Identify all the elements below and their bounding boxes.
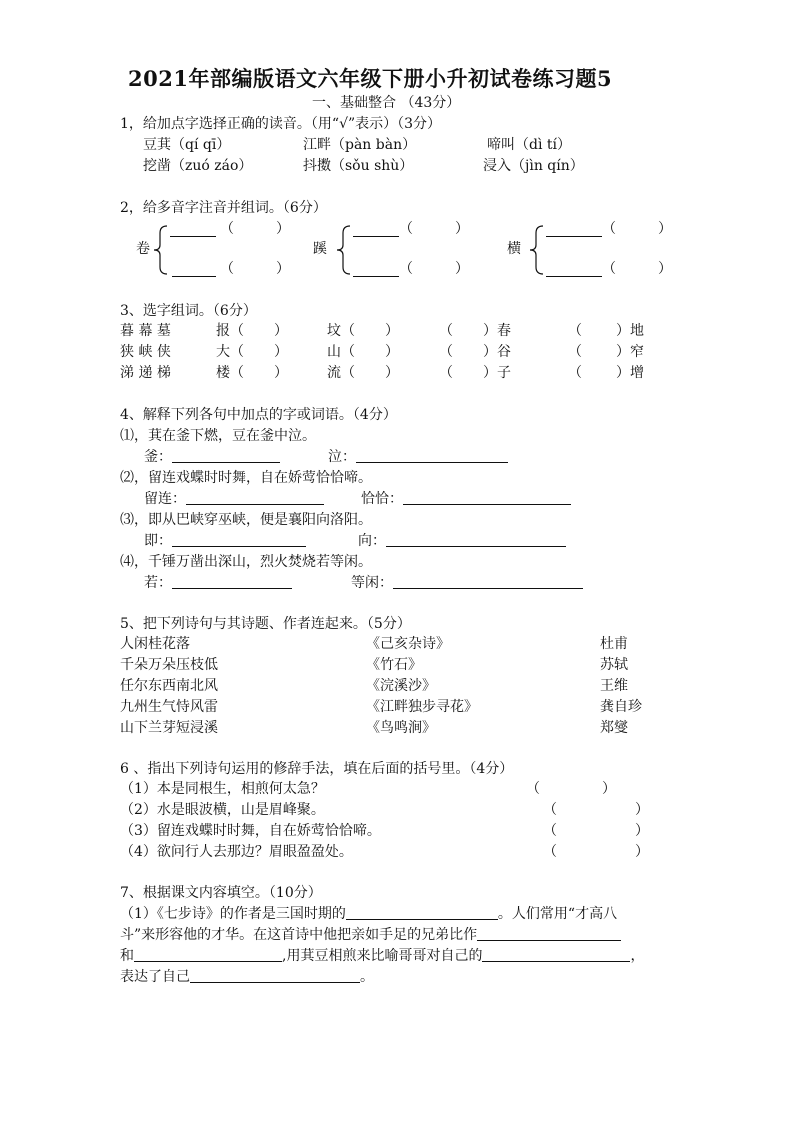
answer-line[interactable]: [353, 236, 399, 237]
q4-term: 釜：: [144, 449, 172, 465]
q3-char: 楼: [216, 365, 230, 381]
q4-blank-row: [144, 575, 292, 591]
q4-blank-row: [351, 575, 583, 591]
answer-line[interactable]: [172, 449, 280, 463]
paren-close[interactable]: ）: [616, 323, 630, 339]
answer-paren[interactable]: [543, 844, 649, 860]
poem-title[interactable]: 《鸟鸣涧》: [366, 720, 436, 736]
q3-char-group: 狭 峡 侠: [120, 344, 171, 360]
q7-paragraph-line: [120, 906, 617, 922]
paren-open[interactable]: （: [439, 344, 453, 360]
paren-close: ）: [635, 844, 649, 860]
paren-close: ）: [602, 781, 616, 797]
paren-close[interactable]: ）: [274, 365, 288, 381]
q1-option[interactable]: 豆萁（qí qī）: [143, 137, 231, 153]
answer-line[interactable]: [482, 948, 630, 962]
q4-term: 泣：: [328, 449, 356, 465]
answer-line[interactable]: [546, 276, 602, 277]
paren-open[interactable]: （: [230, 344, 244, 360]
q7-text: 。人们常用“才高八: [497, 906, 618, 922]
answer-line[interactable]: [403, 491, 571, 505]
answer-line[interactable]: [546, 236, 602, 237]
paren-open[interactable]: （: [230, 365, 244, 381]
q7-text: 。: [360, 969, 374, 985]
q4-blank-row: [144, 449, 280, 465]
q4-term: 等闲：: [351, 575, 393, 591]
q1-option[interactable]: 抖擞（sǒu shù）: [303, 158, 414, 174]
q7-text: ,用萁豆相煎来比喻哥哥对自己的: [282, 948, 483, 964]
q4-blank-row: [358, 533, 566, 549]
poem-title[interactable]: 《己亥杂诗》: [366, 636, 450, 652]
answer-paren[interactable]: [526, 781, 616, 797]
q6-item: （4）欲问行人去那边？眉眼盈盈处。: [120, 844, 353, 860]
q7-stem: 7、根据课文内容填空。（10分）: [120, 885, 322, 901]
q4-blank-row: [361, 491, 571, 507]
q4-term: 若：: [144, 575, 172, 591]
paren-open[interactable]: （: [341, 365, 355, 381]
q3-word: [439, 344, 511, 360]
paren-open[interactable]: （: [439, 323, 453, 339]
q4-sentence: ⑶，即从巴峡穿巫峡，便是襄阳向洛阳。: [120, 512, 372, 528]
q1-option[interactable]: 浸入（jìn qín）: [483, 158, 584, 174]
paren-open[interactable]: （: [568, 365, 582, 381]
q5-stem: 5、把下列诗句与其诗题、作者连起来。（5分）: [120, 616, 411, 632]
q3-char: 地: [630, 323, 644, 339]
poem-author[interactable]: 王维: [600, 678, 628, 694]
paren-open[interactable]: （: [568, 344, 582, 360]
poem-author[interactable]: 龚自珍: [600, 699, 642, 715]
q4-sentence: ⑵，留连戏蝶时时舞，自在娇莺恰恰啼。: [120, 470, 372, 486]
paren-close[interactable]: ）: [274, 344, 288, 360]
q7-text: 表达了自己: [120, 969, 190, 985]
paren-close[interactable]: ）: [385, 344, 399, 360]
q4-blank-row: [328, 449, 508, 465]
q7-text: （1）《七步诗》的作者是三国时期的: [120, 906, 346, 922]
poem-title[interactable]: 《浣溪沙》: [366, 678, 436, 694]
q3-char: 窄: [630, 344, 644, 360]
q3-char: 报: [216, 323, 230, 339]
answer-paren[interactable]: [543, 802, 649, 818]
answer-line[interactable]: [172, 575, 292, 589]
q7-text: ，: [630, 948, 645, 964]
section-heading: 一、基础整合 （43分）: [312, 95, 461, 111]
word-blank[interactable]: （ ）: [399, 221, 469, 237]
q7-paragraph-line: [120, 948, 644, 964]
answer-line[interactable]: [353, 276, 399, 277]
answer-line[interactable]: [477, 927, 621, 941]
answer-line[interactable]: [172, 533, 306, 547]
word-blank[interactable]: （ ）: [220, 221, 290, 237]
paren-open: （: [543, 802, 557, 818]
paren-close: ）: [635, 802, 649, 818]
q1-stem: 1，给加点字选择正确的读音。（用“√”表示）（3分）: [120, 116, 442, 132]
paren-close[interactable]: ）: [483, 365, 497, 381]
q3-char: 大: [216, 344, 230, 360]
paren-open[interactable]: （: [230, 323, 244, 339]
paren-close[interactable]: ）: [616, 344, 630, 360]
q2-char: 卷: [136, 241, 150, 257]
q4-blank-row: [144, 491, 324, 507]
answer-line[interactable]: [386, 533, 566, 547]
poem-line[interactable]: 九州生气恃风雷: [120, 699, 218, 715]
poem-line[interactable]: 人闲桂花落: [120, 636, 190, 652]
q7-paragraph-line: [120, 969, 374, 985]
q3-word: [216, 323, 288, 339]
q3-word: [568, 344, 644, 360]
q4-term: 即：: [144, 533, 172, 549]
poem-author[interactable]: 苏轼: [600, 657, 628, 673]
poem-author[interactable]: 郑燮: [600, 720, 628, 736]
paren-open: （: [543, 844, 557, 860]
q6-item: （2）水是眼波横，山是眉峰聚。: [120, 802, 325, 818]
poem-line[interactable]: 山下兰芽短浸溪: [120, 720, 218, 736]
q3-word: [568, 365, 644, 381]
word-blank[interactable]: （ ）: [602, 261, 672, 277]
word-blank[interactable]: （ ）: [399, 261, 469, 277]
answer-line[interactable]: [170, 236, 216, 237]
q3-stem: 3、选字组词。（6分）: [120, 303, 257, 319]
q1-option[interactable]: 啼叫（dì tí）: [487, 137, 571, 153]
answer-line[interactable]: [356, 449, 508, 463]
paren-open: （: [543, 823, 557, 839]
q3-char: 春: [497, 323, 511, 339]
q2-char: 蹊: [313, 241, 327, 257]
paren-close: ）: [635, 823, 649, 839]
answer-line[interactable]: [346, 906, 498, 920]
paren-open[interactable]: （: [341, 323, 355, 339]
answer-line[interactable]: [172, 276, 216, 277]
q3-char: 山: [327, 344, 341, 360]
q4-sentence: ⑴，萁在釜下燃，豆在釜中泣。: [120, 428, 316, 444]
q6-stem: 6 、指出下列诗句运用的修辞手法，填在后面的括号里。（4分）: [120, 761, 514, 777]
q4-stem: 4、解释下列各句中加点的字或词语。（4分）: [120, 407, 397, 423]
answer-line[interactable]: [186, 491, 324, 505]
q3-word: [439, 323, 511, 339]
q6-item: （1）本是同根生，相煎何太急？: [120, 781, 325, 797]
q1-option[interactable]: 挖凿（zuó záo）: [143, 158, 253, 174]
q3-char-group: 涕 递 梯: [120, 365, 171, 381]
q4-sentence: ⑷，千锤万凿出深山，烈火焚烧若等闲。: [120, 554, 372, 570]
q3-word: [216, 365, 288, 381]
q4-term: 留连：: [144, 491, 186, 507]
poem-title[interactable]: 《江畔独步寻花》: [366, 699, 478, 715]
q3-word: [216, 344, 288, 360]
paren-close[interactable]: ）: [274, 323, 288, 339]
poem-line[interactable]: 千朵万朵压枝低: [120, 657, 218, 673]
page-title: 2021年部编版语文六年级下册小升初试卷练习题5: [128, 66, 613, 91]
q3-char: 子: [497, 365, 511, 381]
q3-word: [439, 365, 511, 381]
answer-line[interactable]: [190, 969, 360, 983]
paren-close[interactable]: ）: [483, 323, 497, 339]
q2-stem: 2，给多音字注音并组词。（6分）: [120, 200, 327, 216]
q3-word: [327, 344, 399, 360]
paren-open[interactable]: （: [439, 365, 453, 381]
paren-close[interactable]: ）: [385, 323, 399, 339]
q3-word: [568, 323, 644, 339]
q4-term: 恰恰：: [361, 491, 403, 507]
q3-char: 增: [630, 365, 644, 381]
word-blank[interactable]: （ ）: [220, 261, 290, 277]
paren-close[interactable]: ）: [385, 365, 399, 381]
q2-char: 横: [507, 241, 521, 257]
answer-paren[interactable]: [543, 823, 649, 839]
q6-item: （3）留连戏蝶时时舞，自在娇莺恰恰啼。: [120, 823, 381, 839]
answer-line[interactable]: [134, 948, 282, 962]
paren-open: （: [526, 781, 540, 797]
q3-char: 坟: [327, 323, 341, 339]
brace-icon: [335, 225, 353, 275]
q3-char: 谷: [497, 344, 511, 360]
paren-close[interactable]: ）: [616, 365, 630, 381]
q3-word: [327, 365, 399, 381]
paren-open[interactable]: （: [568, 323, 582, 339]
brace-icon: [528, 225, 546, 275]
poem-author[interactable]: 杜甫: [600, 636, 628, 652]
q1-option[interactable]: 江畔（pàn bàn）: [303, 137, 417, 153]
q7-text: 斗”来形容他的才华。在这首诗中他把亲如手足的兄弟比作: [120, 927, 478, 943]
poem-line[interactable]: 任尔东西南北风: [120, 678, 218, 694]
brace-icon: [152, 225, 170, 275]
paren-close[interactable]: ）: [483, 344, 497, 360]
word-blank[interactable]: （ ）: [602, 221, 672, 237]
q4-blank-row: [144, 533, 306, 549]
q3-char-group: 暮 幕 墓: [120, 323, 171, 339]
q7-text: 和: [120, 948, 134, 964]
q7-paragraph-line: [120, 927, 621, 943]
q4-term: 向：: [358, 533, 386, 549]
answer-line[interactable]: [393, 575, 583, 589]
poem-title[interactable]: 《竹石》: [366, 657, 422, 673]
q3-char: 流: [327, 365, 341, 381]
q3-word: [327, 323, 399, 339]
paren-open[interactable]: （: [341, 344, 355, 360]
